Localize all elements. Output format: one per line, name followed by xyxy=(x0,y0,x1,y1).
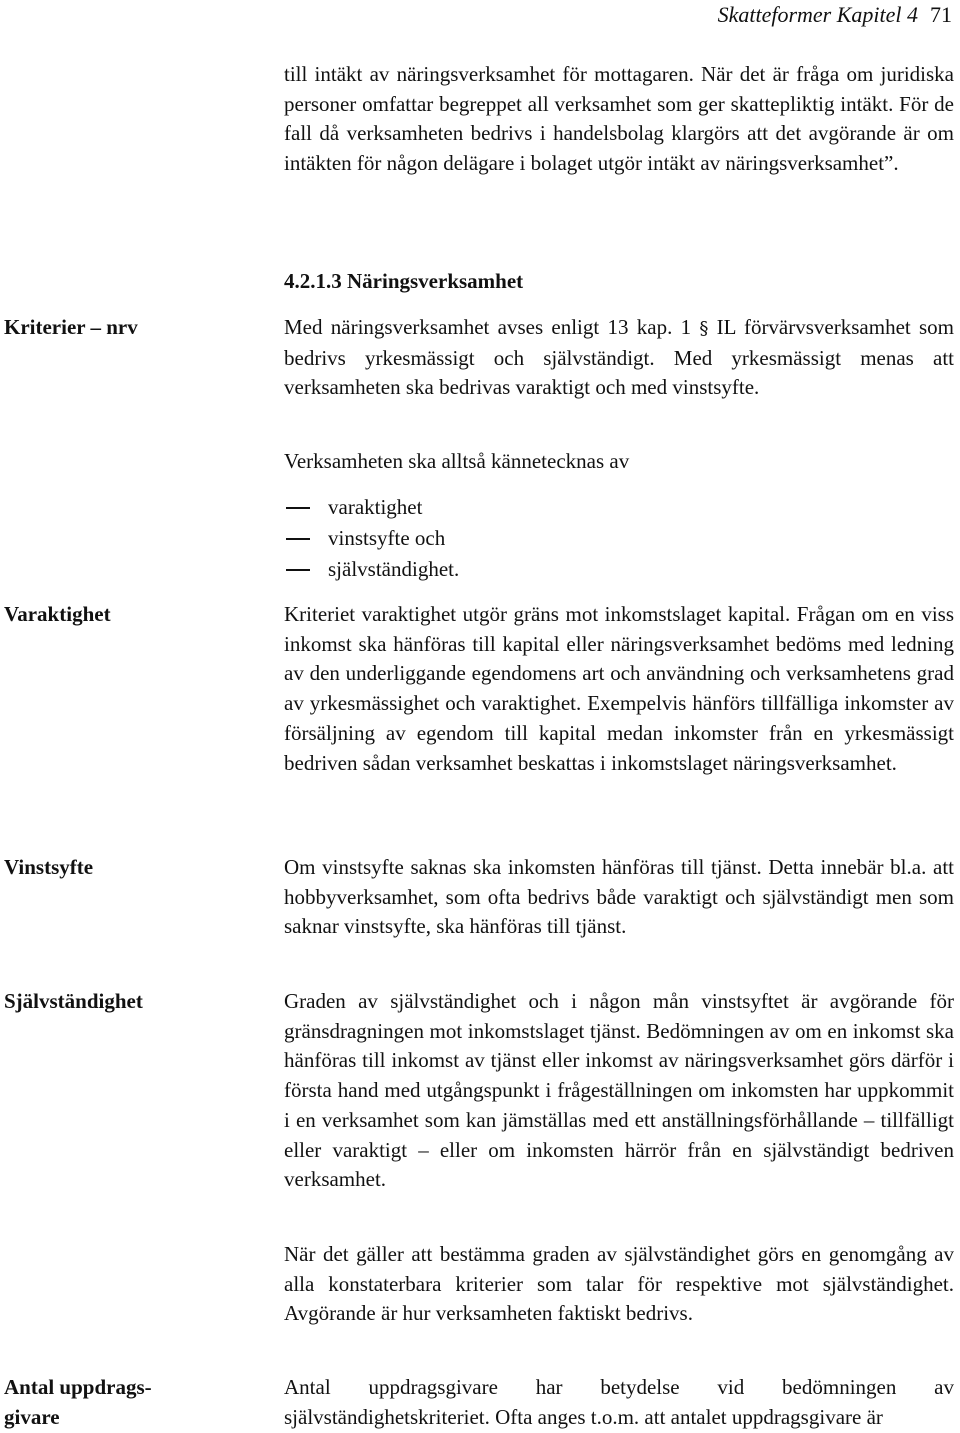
antal-paragraph xyxy=(284,1373,954,1432)
sjalvstandighet-text: Graden av självständighet och i någon mån vinstsyftet är avgörande för gränsdragningen mot inkomstslaget tjänst. Bedömningen av om en inkomst ska hänföras till inkomst av tjänst eller inkomst av näringsverksamhet görs därför i första hand med utgångspunkt i frågeställningen om inkomsten har uppkommit i en verksamhet som kan jämställas med ett anställningsförhållande – tillfälligt eller varaktigt – eller om inkomsten härrör från en självständigt bedriven verksamhet. xyxy=(284,989,954,1192)
list-item: varaktighet xyxy=(284,492,884,523)
page-header xyxy=(718,0,952,30)
section-heading: 4.2.1.3 Näringsverksamhet xyxy=(284,269,524,293)
sjalvstandighet-text-2: När det gäller att bestämma graden av självständighet görs en genomgång av alla konstaterbara kriterier som talar för respektive mot självständighet. Avgörande är hur verksamheten faktiskt bedrivs. xyxy=(284,1242,954,1326)
list-item: vinstsyfte och xyxy=(284,523,884,554)
intro-text: till intäkt av näringsverksamhet för mottagaren. När det är fråga om juridiska personer omfattar begreppet all verksamhet som ger skattepliktig intäkt. För de fall då verksamheten bedrivs i handelsbolag klargörs att det avgörande är om intäkten för någon delägare i bolaget utgör intäkt av näringsverksamhet”. xyxy=(284,62,954,176)
varaktighet-text: Kriteriet varaktighet utgör gräns mot inkomstslaget kapital. Frågan om en viss inkomst ska hänföras till kapital eller näringsverksamhet bedöms med ledning av den underliggande egendomens art och användning och verksamhetens grad av yrkesmässighet och varaktighet. Exempelvis hänförs tillfälliga inkomster av försäljning av egendom till kapital medan inkomster från en yrkesmässigt bedriven sådan verksamhet beskattas i inkomstslaget näringsverksamhet. xyxy=(284,602,954,775)
antal-text: Antal uppdragsgivare har betydelse vid bedömningen av självständighetskriteriet. Ofta anges t.o.m. att antalet uppdragsgivare är xyxy=(284,1375,954,1429)
paragraph-sign: § xyxy=(699,318,709,339)
margin-note-sjalvstandighet: Självständighet xyxy=(4,989,143,1013)
sjalvstandighet-paragraph xyxy=(284,987,954,1195)
running-header-title: Skatteformer Kapitel 4 xyxy=(717,2,918,27)
margin-note-antal: Antal uppdrags-givare xyxy=(4,1375,152,1429)
margin-note-varaktighet: Varaktighet xyxy=(4,602,111,626)
vinstsyfte-text: Om vinstsyfte saknas ska inkomsten hänföras till tjänst. Detta innebär bl.a. att hobbyverksamhet, som ofta bedrivs både varaktigt och självständigt men som saknar vinstsyfte, ska hänföras till tjänst. xyxy=(284,855,954,939)
list-intro-text: Verksamheten ska alltså kännetecknas av xyxy=(284,449,630,473)
sjalvstandighet-paragraph-2 xyxy=(284,1240,954,1329)
criteria-list xyxy=(284,492,884,585)
margin-note-kriterier: Kriterier – nrv xyxy=(4,315,138,339)
list-intro-paragraph xyxy=(284,447,954,477)
page-number: 71 xyxy=(930,2,952,27)
varaktighet-paragraph xyxy=(284,600,954,778)
definition-paragraph xyxy=(284,313,954,403)
vinstsyfte-paragraph xyxy=(284,853,954,942)
margin-note-vinstsyfte: Vinstsyfte xyxy=(4,855,94,879)
definition-text-end: IL förvärvsverksamhet som bedrivs yrkesmässigt och självständigt. Med yrkesmässigt menas att verksamheten ska bedrivas varaktigt och med vinstsyfte. xyxy=(284,315,954,400)
intro-paragraph xyxy=(284,60,954,179)
definition-text-start: Med näringsverksamhet avses enligt 13 kap. 1 xyxy=(284,315,700,339)
list-item: självständighet. xyxy=(284,554,884,585)
